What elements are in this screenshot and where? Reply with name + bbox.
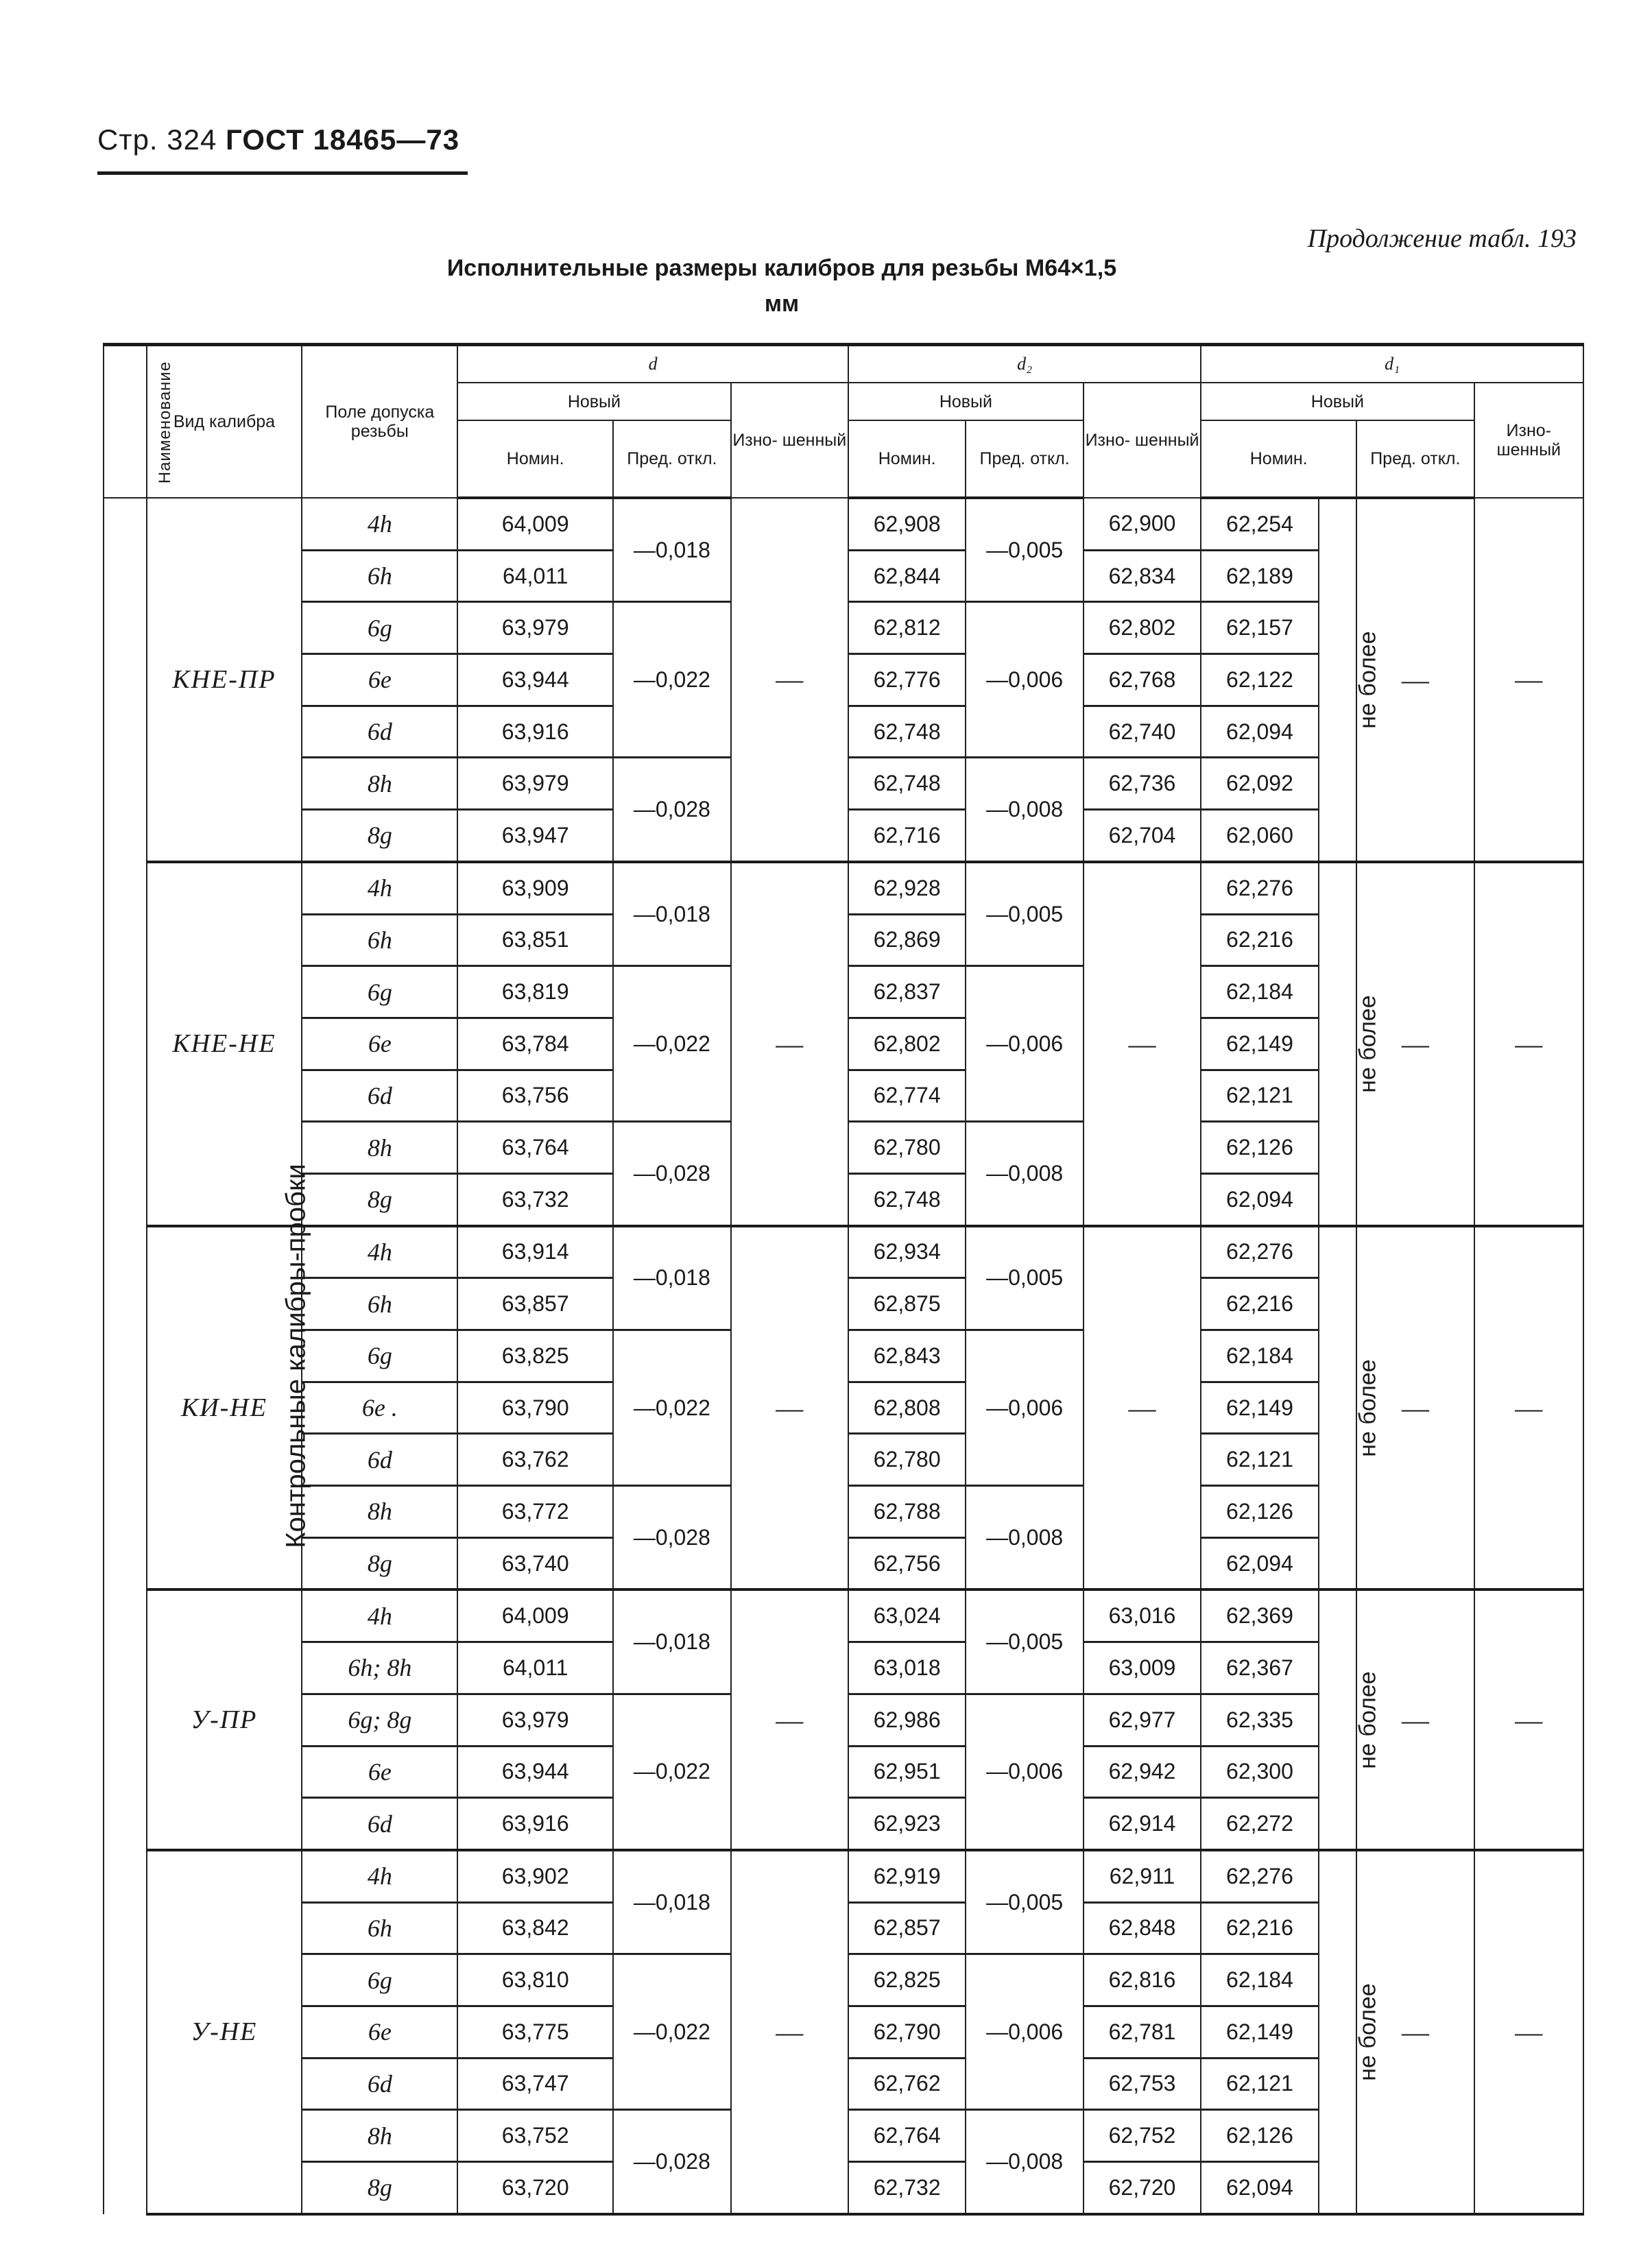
- d1-nominal: 62,122: [1201, 654, 1318, 706]
- d2-deviation: —0,008: [966, 1486, 1083, 1590]
- d2-nominal: 62,802: [848, 1018, 966, 1070]
- d2-nominal: 63,018: [848, 1642, 966, 1694]
- d2-nominal: 62,780: [848, 1122, 966, 1174]
- d1-nominal: 62,189: [1201, 550, 1318, 602]
- d-nominal: 63,762: [457, 1434, 613, 1486]
- d-nominal: 63,810: [457, 1954, 613, 2006]
- tolerance-field: 6d: [302, 1798, 457, 1850]
- tolerance-field: 8h: [302, 1122, 457, 1174]
- gauge-kind: КИ-НЕ: [147, 1226, 302, 1590]
- d2-nominal: 62,825: [848, 1954, 966, 2006]
- d2-worn: 62,816: [1084, 1954, 1201, 2006]
- d1-nominal: 62,335: [1201, 1694, 1318, 1746]
- col-head-pole: Поле допуска резьбы: [302, 345, 457, 499]
- d-deviation: —0,022: [613, 602, 730, 758]
- col-head-d1-pred: Пред. откл.: [1356, 420, 1474, 498]
- d1-nominal: 62,300: [1201, 1746, 1318, 1798]
- d2-nominal: 62,843: [848, 1330, 966, 1382]
- d2-nominal: 62,748: [848, 706, 966, 758]
- d2-nominal: 62,869: [848, 914, 966, 966]
- d-deviation: —0,018: [613, 498, 730, 602]
- tolerance-field: 6d: [302, 2058, 457, 2110]
- d1-worn: —: [1474, 862, 1583, 1226]
- d-worn: —: [731, 1226, 848, 1590]
- tolerance-field: 6d: [302, 1070, 457, 1122]
- d2-nominal: 63,024: [848, 1589, 966, 1642]
- d2-nominal: 62,934: [848, 1226, 966, 1278]
- col-head-d1-new: Новый: [1201, 383, 1474, 420]
- col-head-d1-worn: Изно- шенный: [1474, 383, 1583, 498]
- d-nominal: 63,756: [457, 1070, 613, 1122]
- d2-nominal: 62,780: [848, 1434, 966, 1486]
- tolerance-field: 8h: [302, 1486, 457, 1538]
- d-deviation: —0,028: [613, 2110, 730, 2214]
- d1-nominal: 62,367: [1201, 1642, 1318, 1694]
- col-head-d1: d₁: [1201, 345, 1583, 383]
- d1-nominal: 62,092: [1201, 758, 1318, 810]
- d2-nominal: 62,776: [848, 654, 966, 706]
- d1-deviation: —: [1356, 1226, 1474, 1590]
- d1-nominal: 62,369: [1201, 1589, 1318, 1642]
- d-nominal: 63,720: [457, 2162, 613, 2214]
- d2-worn: 62,740: [1084, 706, 1201, 758]
- gauge-kind: У-НЕ: [147, 1850, 302, 2214]
- tolerance-field: 4h: [302, 498, 457, 550]
- d1-nominal: 62,184: [1201, 966, 1318, 1018]
- d-nominal: 63,775: [457, 2006, 613, 2058]
- d-deviation: —0,022: [613, 1330, 730, 1486]
- d2-worn: 62,834: [1084, 550, 1201, 602]
- d2-nominal: 62,788: [848, 1486, 966, 1538]
- d1-nominal: 62,276: [1201, 1226, 1318, 1278]
- d1-worn: —: [1474, 1850, 1583, 2214]
- d1-nominal: 62,094: [1201, 1537, 1318, 1589]
- col-head-d2-nomin: Номин.: [848, 420, 966, 498]
- d-nominal: 64,011: [457, 1642, 613, 1694]
- d-nominal: 63,909: [457, 862, 613, 914]
- d1-worn: —: [1474, 498, 1583, 862]
- col-head-d-new: Новый: [457, 383, 730, 420]
- d1-nominal: 62,094: [1201, 1173, 1318, 1225]
- d2-nominal: 62,923: [848, 1798, 966, 1850]
- tolerance-field: 6g: [302, 1330, 457, 1382]
- d1-nominal: 62,126: [1201, 2110, 1318, 2162]
- d2-nominal: 62,748: [848, 758, 966, 810]
- col-head-d2-pred: Пред. откл.: [966, 420, 1083, 498]
- tolerance-field: 6h: [302, 914, 457, 966]
- gauge-kind: КНЕ-НЕ: [147, 862, 302, 1226]
- col-head-d-pred: Пред. откл.: [613, 420, 730, 498]
- table-body: [104, 498, 1583, 2214]
- d-deviation: —0,018: [613, 1589, 730, 1694]
- tolerance-field: 6d: [302, 1434, 457, 1486]
- tolerance-field: 8h: [302, 2110, 457, 2162]
- d2-nominal: 62,928: [848, 862, 966, 914]
- d-nominal: 63,784: [457, 1018, 613, 1070]
- d2-nominal: 62,748: [848, 1173, 966, 1225]
- d1-deviation: —: [1356, 1850, 1474, 2214]
- d1-nominal: 62,184: [1201, 1330, 1318, 1382]
- d2-deviation: —0,008: [966, 1122, 1083, 1226]
- tolerance-field: 6e: [302, 1018, 457, 1070]
- table-caption: [357, 250, 1207, 322]
- d-nominal: 63,842: [457, 1902, 613, 1954]
- d2-nominal: 62,875: [848, 1278, 966, 1330]
- d1-nominal: 62,157: [1201, 602, 1318, 654]
- d1-nominal: 62,126: [1201, 1122, 1318, 1174]
- d2-nominal: 62,762: [848, 2058, 966, 2110]
- d2-worn: 62,942: [1084, 1746, 1201, 1798]
- d1-nominal: 62,276: [1201, 862, 1318, 914]
- d2-nominal: 62,812: [848, 602, 966, 654]
- d-nominal: 63,944: [457, 1746, 613, 1798]
- d2-deviation: —0,006: [966, 1694, 1083, 1850]
- d1-nominal: 62,149: [1201, 1018, 1318, 1070]
- d1-limit-note-text: не более: [1354, 1358, 1381, 1457]
- d-nominal: 64,009: [457, 1589, 613, 1642]
- tolerance-field: 8g: [302, 2162, 457, 2214]
- d2-nominal: 62,986: [848, 1694, 966, 1746]
- col-head-d2: d₂: [848, 345, 1201, 383]
- d2-worn: 62,848: [1084, 1902, 1201, 1954]
- d1-nominal: 62,060: [1201, 810, 1318, 862]
- tolerance-field: 4h: [302, 1850, 457, 1902]
- tolerance-field: 6h: [302, 1902, 457, 1954]
- d1-limit-note: [1319, 1589, 1381, 1849]
- gauge-dimensions-table: [103, 343, 1584, 2216]
- d1-nominal: 62,094: [1201, 2162, 1318, 2214]
- tolerance-field: 6g: [302, 602, 457, 654]
- table-continuation-note: Продолжение табл. 193: [1307, 224, 1577, 253]
- d2-worn: 62,768: [1084, 654, 1201, 706]
- col-head-d2-new: Новый: [848, 383, 1084, 420]
- gauge-kind: У-ПР: [147, 1589, 302, 1849]
- d-deviation: —0,022: [613, 966, 730, 1122]
- tolerance-field: 8g: [302, 1173, 457, 1225]
- d1-nominal: 62,184: [1201, 1954, 1318, 2006]
- col-head-d1-nomin: Номин.: [1201, 420, 1356, 498]
- d-worn: —: [731, 1850, 848, 2214]
- tolerance-field: 6e: [302, 654, 457, 706]
- d2-deviation: —0,006: [966, 1330, 1083, 1486]
- d2-deviation: —0,005: [966, 498, 1083, 602]
- d2-deviation: —0,005: [966, 1226, 1083, 1330]
- tolerance-field: 4h: [302, 1226, 457, 1278]
- d2-nominal: 62,732: [848, 2162, 966, 2214]
- d-deviation: —0,028: [613, 758, 730, 862]
- tolerance-field: 6h: [302, 1278, 457, 1330]
- d-nominal: 63,857: [457, 1278, 613, 1330]
- d2-nominal: 62,951: [848, 1746, 966, 1798]
- d2-worn: 62,914: [1084, 1798, 1201, 1850]
- tolerance-field: 6g: [302, 1954, 457, 2006]
- d2-nominal: 62,844: [848, 550, 966, 602]
- d2-nominal: 62,857: [848, 1902, 966, 1954]
- d2-worn: 62,753: [1084, 2058, 1201, 2110]
- d1-nominal: 62,216: [1201, 914, 1318, 966]
- d2-nominal: 62,756: [848, 1537, 966, 1589]
- tolerance-field: 6e: [302, 2006, 457, 2058]
- table-row: [104, 1226, 1583, 1278]
- col-head-d-worn: Изно- шенный: [731, 383, 848, 498]
- d1-limit-note: [1319, 498, 1381, 862]
- d-worn: —: [731, 862, 848, 1226]
- d2-deviation: —0,008: [966, 758, 1083, 862]
- d2-nominal: 62,774: [848, 1070, 966, 1122]
- d1-nominal: 62,254: [1201, 498, 1318, 550]
- tolerance-field: 4h: [302, 862, 457, 914]
- table-row: [104, 1589, 1583, 1642]
- d1-nominal: 62,216: [1201, 1902, 1318, 1954]
- d1-nominal: 62,149: [1201, 1382, 1318, 1434]
- d-nominal: 63,914: [457, 1226, 613, 1278]
- d1-limit-note: [1319, 1226, 1381, 1590]
- d1-limit-note-text: не более: [1354, 1670, 1381, 1769]
- d-nominal: 63,947: [457, 810, 613, 862]
- d-deviation: —0,022: [613, 1694, 730, 1850]
- tolerance-field: 6d: [302, 706, 457, 758]
- d1-nominal: 62,126: [1201, 1486, 1318, 1538]
- tolerance-field: 6e .: [302, 1382, 457, 1434]
- d2-worn: 62,736: [1084, 758, 1201, 810]
- d2-worn: 62,802: [1084, 602, 1201, 654]
- d-nominal: 63,916: [457, 706, 613, 758]
- d2-worn: 63,009: [1084, 1642, 1201, 1694]
- col-head-d2-worn: Изно- шенный: [1084, 383, 1201, 498]
- d1-limit-note: [1319, 862, 1381, 1226]
- d-nominal: 63,764: [457, 1122, 613, 1174]
- d2-nominal: 62,716: [848, 810, 966, 862]
- d1-nominal: 62,272: [1201, 1798, 1318, 1850]
- d-deviation: —0,028: [613, 1486, 730, 1590]
- d2-worn: —: [1084, 862, 1201, 1226]
- d-nominal: 63,819: [457, 966, 613, 1018]
- d2-deviation: —0,006: [966, 966, 1083, 1122]
- d2-nominal: 62,764: [848, 2110, 966, 2162]
- d-nominal: 64,009: [457, 498, 613, 550]
- d1-limit-note-text: не более: [1354, 631, 1381, 729]
- d-nominal: 63,747: [457, 2058, 613, 2110]
- d2-worn: 62,900: [1084, 498, 1201, 550]
- d2-worn: —: [1084, 1226, 1201, 1590]
- table-row: [104, 862, 1583, 914]
- d-nominal: 63,732: [457, 1173, 613, 1225]
- tolerance-field: 8h: [302, 758, 457, 810]
- table-row: [104, 1850, 1583, 1902]
- d1-limit-note-text: не более: [1354, 995, 1381, 1093]
- d-nominal: 63,790: [457, 1382, 613, 1434]
- col-head-naimenovanie: Наименование: [104, 345, 147, 499]
- tolerance-field: 4h: [302, 1589, 457, 1642]
- d1-limit-note-text: не более: [1354, 1983, 1381, 2081]
- d1-worn: —: [1474, 1226, 1583, 1590]
- page-number: Стр. 324: [97, 123, 217, 156]
- col-head-d: d: [457, 345, 848, 383]
- d-nominal: 63,851: [457, 914, 613, 966]
- d2-deviation: —0,006: [966, 1954, 1083, 2110]
- d-nominal: 63,902: [457, 1850, 613, 1902]
- d2-worn: 62,704: [1084, 810, 1201, 862]
- caption-title: Исполнительные размеры калибров для резьбы М64×1,5: [446, 255, 1117, 281]
- tolerance-field: 6g: [302, 966, 457, 1018]
- d1-deviation: —: [1356, 862, 1474, 1226]
- d-nominal: 63,979: [457, 1694, 613, 1746]
- d2-deviation: —0,005: [966, 1589, 1083, 1694]
- page-header: [97, 123, 459, 156]
- d1-nominal: 62,094: [1201, 706, 1318, 758]
- d-nominal: 63,916: [457, 1798, 613, 1850]
- d-nominal: 63,752: [457, 2110, 613, 2162]
- category-label: Контрольные калибры-пробки: [280, 1164, 311, 1549]
- d2-nominal: 62,790: [848, 2006, 966, 2058]
- d-worn: —: [731, 498, 848, 862]
- d2-deviation: —0,005: [966, 862, 1083, 966]
- d2-worn: 63,016: [1084, 1589, 1201, 1642]
- tolerance-field: 8g: [302, 1537, 457, 1589]
- d-nominal: 63,825: [457, 1330, 613, 1382]
- d2-worn: 62,720: [1084, 2162, 1201, 2214]
- header-rule: [97, 171, 468, 175]
- d1-deviation: —: [1356, 498, 1474, 862]
- d2-worn: 62,911: [1084, 1850, 1201, 1902]
- d1-deviation: —: [1356, 1589, 1474, 1849]
- d-deviation: —0,028: [613, 1122, 730, 1226]
- col-head-vid: Вид калибра: [147, 345, 302, 499]
- d-nominal: 63,979: [457, 758, 613, 810]
- d-nominal: 63,740: [457, 1537, 613, 1589]
- tolerance-field: 8g: [302, 810, 457, 862]
- tolerance-field: 6h: [302, 550, 457, 602]
- d-nominal: 64,011: [457, 550, 613, 602]
- d-nominal: 63,772: [457, 1486, 613, 1538]
- d1-nominal: 62,216: [1201, 1278, 1318, 1330]
- d2-worn: 62,752: [1084, 2110, 1201, 2162]
- d2-nominal: 62,837: [848, 966, 966, 1018]
- caption-unit: мм: [764, 291, 800, 317]
- d1-limit-note: [1319, 1850, 1381, 2214]
- standard-number: ГОСТ 18465—73: [226, 123, 460, 156]
- tolerance-field: 6g; 8g: [302, 1694, 457, 1746]
- d2-nominal: 62,919: [848, 1850, 966, 1902]
- col-head-d-nomin: Номин.: [457, 420, 613, 498]
- d2-nominal: 62,808: [848, 1382, 966, 1434]
- d2-deviation: —0,008: [966, 2110, 1083, 2214]
- d1-nominal: 62,121: [1201, 1070, 1318, 1122]
- d1-nominal: 62,276: [1201, 1850, 1318, 1902]
- d-deviation: —0,018: [613, 1850, 730, 1954]
- d-worn: —: [731, 1589, 848, 1849]
- d1-nominal: 62,121: [1201, 2058, 1318, 2110]
- d-deviation: —0,018: [613, 1226, 730, 1330]
- d1-nominal: 62,149: [1201, 2006, 1318, 2058]
- gauge-kind: КНЕ-ПР: [147, 498, 302, 862]
- d-nominal: 63,979: [457, 602, 613, 654]
- d-nominal: 63,944: [457, 654, 613, 706]
- d-deviation: —0,018: [613, 862, 730, 966]
- d1-nominal: 62,121: [1201, 1434, 1318, 1486]
- d2-nominal: 62,908: [848, 498, 966, 550]
- d2-deviation: —0,005: [966, 1850, 1083, 1954]
- d2-deviation: —0,006: [966, 602, 1083, 758]
- d-deviation: —0,022: [613, 1954, 730, 2110]
- table-row: [104, 498, 1583, 550]
- d2-worn: 62,977: [1084, 1694, 1201, 1746]
- d2-worn: 62,781: [1084, 2006, 1201, 2058]
- d1-worn: —: [1474, 1589, 1583, 1849]
- tolerance-field: 6e: [302, 1746, 457, 1798]
- tolerance-field: 6h; 8h: [302, 1642, 457, 1694]
